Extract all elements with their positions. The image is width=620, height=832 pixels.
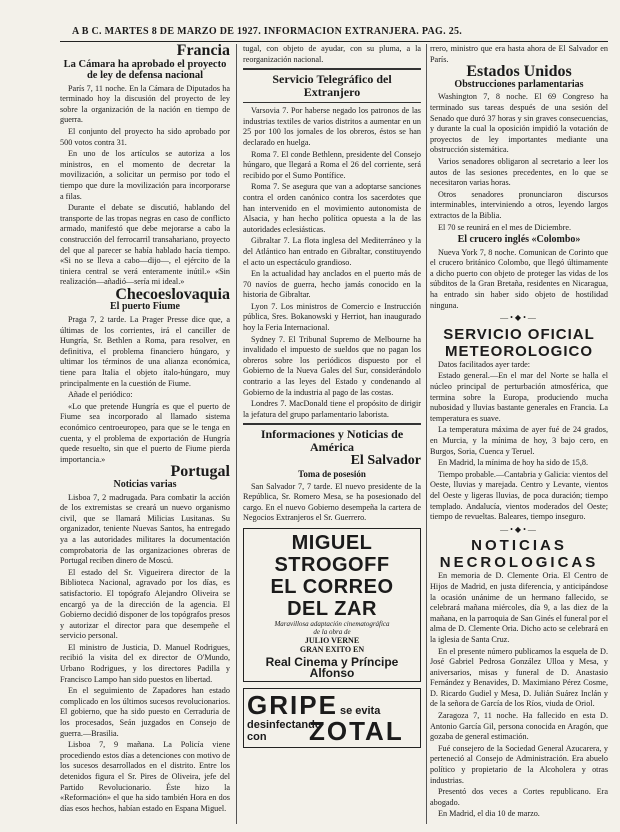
article-paragraph: Gibraltar 7. La flota inglesa del Mediterráneo y la del Atlántico han entrado en Gibraltar, constituyendo el acto un espectáculo grandioso.: [243, 236, 421, 267]
ad-line: de la obra de: [313, 627, 351, 636]
column-3: [430, 44, 608, 824]
article-paragraph: Lyon 7. Los ministros de Comercio e Instrucción pública, Sres. Bokanowski y Herriot, han inaugurado hoy la Feria Internacional.: [243, 301, 421, 333]
crucero-subheading: El crucero inglés «Colombo»: [457, 234, 581, 246]
header-rule: [60, 41, 608, 42]
column-2: [243, 44, 421, 824]
informaciones-title: Informaciones y Noticias de América: [260, 427, 404, 455]
column-rule-2: [426, 44, 427, 824]
gripe-se-evita: se evita: [339, 705, 381, 718]
article-paragraph: En Madrid, la mínima de hoy ha sido de 15,8.: [438, 458, 589, 468]
ad-line: Maravillosa adaptación cinematográfica: [274, 619, 390, 628]
article-paragraph: Nueva York 7, 8 noche. Comunican de Corinto que el crucero británico Colombo, que llegó últimamente a dicho puerto con objeto de proteger las vidas de los súbditos de la Gran Bretaña, residentes en Nicaragua, ha entrado sin haber sido objeto de hostilidad ninguna.: [430, 247, 608, 310]
article-paragraph: Lisboa 7, 9 mañana. La Policía viene procediendo estos días a detenciones con motivo de los sucesos desarrollados en el distrito. Entre los detenidos figura el Sr. Pires de Oliveira, jefe del Partido Revolucionario. Éste hizo la «Reformación» el que ha sido también Hora en dos días esos hechos, habían estado en Espana Miguel.: [60, 740, 230, 813]
article-paragraph: Varios senadores obligaron al secretario a leer los autos de las sesiones precedentes, en lo que se necesitaron varias horas.: [430, 156, 608, 188]
ad-cinemas: Real Cinema y Príncipe Alfonso: [265, 654, 399, 680]
article-paragraph: Sydney 7. El Tribunal Supremo de Melbourne ha invalidado el impuesto de sueldos que no pagan los obreros sobre los periódicos dispuesto por el Gobierno de la Nueva Gales del Sur, considerándolo contrario a las leyes del Estado y condenando al Gobierno de la industria al pago de las costas.: [243, 334, 421, 397]
eeuu-title: Estados Unidos: [466, 63, 572, 81]
salvador-title: El Salvador: [350, 453, 421, 469]
article-paragraph: El conjunto del proyecto ha sido aprobado por 500 votos contra 31.: [60, 126, 230, 147]
portugal-title: Portugal: [170, 463, 230, 481]
article-paragraph: Tiempo probable.—Cantabria y Galicia: vientos del Oeste, lluvias y marejada. Centro y Levante, vientos del Oeste y ligeras lluvias, de poca duración; tiempo templado. Andalucía, vientos moderados del Oeste; tiempo de revueltas. Baleares, tiempo inseguro.: [430, 469, 608, 522]
ad-line: GRAN EXITO EN: [299, 644, 365, 654]
article-paragraph: Zaragoza 7, 11 noche. Ha fallecido en esta D. Antonio García Gil, persona conocida en Aragón, que gozaba de general estimación.: [430, 711, 608, 742]
article-paragraph: París 7, 11 noche. En la Cámara de Diputados ha terminado hoy la discusión del proyecto de ley sobre la organización de la nación en tiempo de guerra.: [60, 83, 230, 125]
article-paragraph: rrero, ministro que era hasta ahora de El Salvador en París.: [430, 44, 608, 64]
noticias-necrologicas-title: NOTICIAS NECROLOGICAS: [439, 537, 599, 572]
section-rule: [243, 102, 421, 103]
article-paragraph: El ministro de Justicia, D. Manuel Rodrigues, recibió la visita del ex director de O'Mundo, Urbano Rodrigues, y los directores Padilla y Francisco Lampo han sido puestos en libertad.: [60, 642, 230, 684]
article-paragraph: El estado del Sr. Vigueirera director de la Biblioteca Nacional, agravado por los días, es satisfactorio. El topógrafo Alejandro Oliveira se encargó ya de la dirección de la agencia. El Gobierno decidió disponer de los topógrafos presos y autorizar el director para que desempeñe el servicio personal.: [60, 567, 230, 641]
francia-headline: La Cámara ha aprobado el proyecto de ley de defensa nacional: [63, 58, 227, 82]
ad-author: JULIO VERNE: [304, 635, 360, 645]
fiume-subheading: El puerto Fiume: [110, 301, 180, 313]
article-paragraph: Roma 7. Se asegura que van a adoptarse sanciones contra el orden canónico contra los sacerdotes que han intervenido en el movimiento autonomista de Alsacia, y han hecho política opuesta a la de las autoridades eclesiásticas.: [243, 182, 421, 234]
article-paragraph: En memoria de D. Clemente Oria. El Centro de Hijos de Madrid, en justa diferencia, y anticipándose la ocasión unánime de un hermano fallecido, se celebrará mañana miércoles, día 9, a las diez de la mañana, en la parroquia de San Ginés el funeral por el alma de D. Clemente Oria. Dicho acto se celebrará en la iglesia de Santa Cruz.: [430, 571, 608, 644]
gripe-word: GRIPE: [247, 690, 338, 721]
article-paragraph: En uno de los artículos se autoriza a los ministros, en el momento de decretar la movilización, a solicitar un permiso por todo el tiempo que dure la movilización para incorporarse a filas.: [60, 149, 230, 201]
article-paragraph: Presentó dos veces a Cortes republicano. Era abogado.: [430, 787, 608, 807]
article-paragraph: Lisboa 7, 2 madrugada. Para combatir la acción de los extremistas se creará un nuevo organismo civil, que se llamará Milicias Lusitanas. Su organizador, teniente Nuevas Santos, ha entregado ya a las autoridades militares la documentación comprobatoria de las organizaciones obreras de Portugal reciben dinero de Moscú.: [60, 492, 230, 566]
noticias-subheading: Noticias varias: [113, 478, 177, 490]
article-paragraph: La temperatura máxima de ayer fué de 24 grados, en Murcia, y la mínima de hoy, 3 bajo cero, en Burgos, Soria, Cuenca y Teruel.: [430, 425, 608, 456]
article-paragraph: Praga 7, 2 tarde. La Prager Presse dice que, a últimas de los corrientes, irá el canciller de Hungría, Sr. Bethlen a Roma, para resolver, en definitiva, el problema financiero húngaro, y ultimar los términos de una alianza económica, tiene para Italia el objeto ítalo-húngaro, muy principalmente en la cuestión de Fiume.: [60, 315, 230, 388]
checo-title: Checoeslovaquia: [115, 285, 230, 303]
article-paragraph: Otros senadores pronunciaron discursos interminables, interviniendo a otros, leyendo largos extractos de la Biblia.: [430, 189, 608, 220]
article-paragraph: El 70 se reunirá en el mes de Diciembre.: [438, 222, 571, 232]
column-1: [60, 44, 230, 824]
article-paragraph: Londres 7. MacDonald tiene el propósito de dirigir la jefatura del grupo parlamentario laborista.: [243, 399, 421, 419]
article-paragraph: En la actualidad hay anclados en el puerto más de 70 navíos de guerra, hecho jamás conocido en la historia de Gibraltar.: [243, 269, 421, 300]
article-paragraph: Washington 7, 8 noche. El 69 Congreso ha terminado sus tareas después de una sesión del Senado que duró 37 horas y sin graves consecuencias, y durante la cual la oposición impidió la votación de proyectos de ley importantes mediante una obstrucción sistemática.: [430, 92, 608, 155]
article-paragraph: «Lo que pretende Hungría es que el puerto de Fiume sea incorporado al llamado sistema económico centroeuropeo, para que se le tenga en cuenta, y el problema de exportación de Hungría quede resuelto, sin que el puerto de Fiume pierda importancia.»: [60, 401, 230, 464]
zotal-advertisement: [243, 688, 421, 748]
section-rule: [243, 68, 421, 70]
film-advertisement: [243, 528, 421, 682]
ornament-divider: —•◆•—: [500, 313, 538, 323]
article-paragraph: Roma 7. El conde Bethlenn, presidente del Consejo húngaro, que llegará a Roma el 26 del corriente, será recibido por el Sumo Pontífice.: [243, 149, 421, 180]
article-paragraph: San Salvador 7, 7 tarde. El nuevo presidente de la República, Sr. Romero Mesa, se ha posesionado del cargo. En el nuevo Gobierno desempeña la cartera de Negocios Extranjeros el Sr. Guerrero.: [243, 481, 421, 523]
servicio-meteorologico-title: SERVICIO OFICIAL METEOROLOGICO: [443, 325, 595, 360]
ornament-divider: —•◆•—: [500, 524, 538, 534]
article-paragraph: Datos facilitados ayer tarde:: [438, 359, 531, 369]
article-paragraph: Añade el periódico:: [68, 390, 133, 400]
article-paragraph: Fué consejero de la Sociedad General Azucarera, y perteneció al Consejo de Administración. Era abuelo político y propietario de la Alcoholera y otras industrias.: [430, 743, 608, 785]
ad-title-strogoff: MIGUEL STROGOFF: [274, 531, 390, 576]
column-rule-1: [236, 44, 237, 824]
ad-title-correo: EL CORREO DEL ZAR: [270, 575, 394, 620]
zotal-word: ZOTAL: [309, 716, 404, 747]
article-paragraph: Varsovia 7. Por haberse negado los patronos de las industrias textiles de varios distritos a aumentar en un 25 por 100 los jornales de los obreros, éstos se han declarado en huelga.: [243, 106, 421, 147]
article-paragraph: tugal, con objeto de ayudar, con su pluma, a la reorganización nacional.: [243, 44, 421, 64]
article-paragraph: En el seguimiento de Zapadores han estado complicado en los últimos sucesos revolucionarios. El gobierno, que ha sido puesto en Cerraduria de los procesados, Seán juzgados en Consejo de guerra.—Brasilia.: [60, 686, 230, 738]
article-paragraph: Estado general.—En el mar del Norte se halla el núcleo principal de perturbación atmosférica, que termina sobre la Europa, produciendo mucha nubosidad y lluvias bastante generales en Francia. La temperatura es suave.: [430, 371, 608, 423]
gripe-desinfectando: desinfectando con: [247, 719, 322, 744]
page-header: A B C. MARTES 8 DE MARZO DE 1927. INFORMACION EXTRANJERA. PAG. 25.: [72, 26, 463, 37]
toma-subheading: Toma de posesión: [298, 469, 366, 479]
article-paragraph: En Madrid, el dia 10 de marzo.: [438, 809, 540, 819]
article-paragraph: Durante el debate se discutió, hablando del transporte de las tropas negras en caso de conflicto armado, manifestó que debe mejorarse a cabo la construcción del ferrocarril transahariano, proyecto del que al parecer se había hablado hacía tiempo. «Si no se lleva a cabo—dijo—, el ejército de la tiniera central se verá enteramente inútil.» «Sin realización—añadió—sería mi ideal.»: [60, 203, 230, 287]
servicio-telegrafico-title: Servicio Telegráfico del Extranjero: [272, 72, 392, 100]
article-paragraph: En el presente número publicamos la esquela de D. José Gabriel Pedrosa González Ulloa y Mesa, y aniversarios, misas y funeral de D. Anastasio Fernández y Benavides, D. Maximiano Pérez Cosme, D. Ricardo Gudiel y Mesa, D. Julián Suárez Inclán y de la señora de García de los Ríos, viuda de Oriol.: [430, 646, 608, 709]
francia-title: Francia: [176, 44, 230, 59]
obstrucciones-subheading: Obstrucciones parlamentarias: [454, 78, 584, 90]
section-rule: [243, 423, 421, 425]
